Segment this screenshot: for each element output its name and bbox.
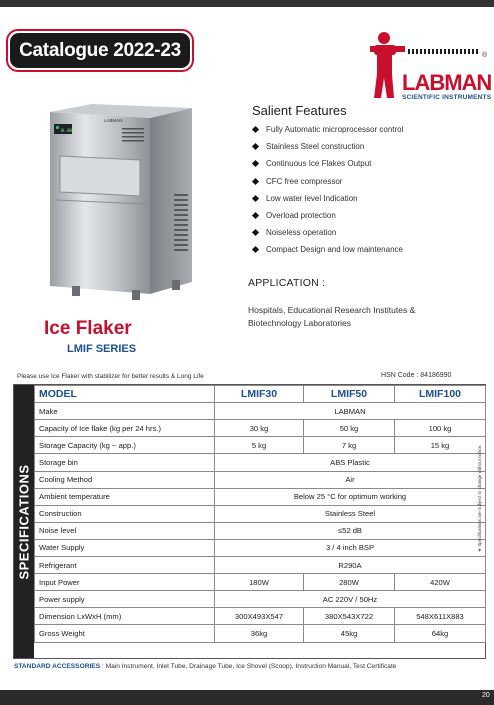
bullet-icon xyxy=(252,160,259,167)
bullet-icon xyxy=(252,246,259,253)
product-title: Ice Flaker xyxy=(44,318,132,339)
row-label: Input Power xyxy=(35,574,215,591)
table-header-row xyxy=(35,386,486,403)
table-row xyxy=(35,505,486,522)
row-value: 100 kg xyxy=(395,420,486,437)
model-column: LMIF30 xyxy=(215,386,304,403)
spec-change-note: ★ Specifications are subject to change without notice. xyxy=(477,444,482,552)
stabilizer-note: Please use Ice Flaker with stabilizer for better results & Long Life xyxy=(17,373,204,380)
catalogue-label: Catalogue 2022-23 xyxy=(10,33,190,68)
row-value: 15 kg xyxy=(395,437,486,454)
feature-item: Compact Design and low maintenance xyxy=(252,244,403,261)
row-value: 300X493X547 xyxy=(215,608,304,625)
registered-mark: ® xyxy=(482,52,488,59)
page-number: 20 xyxy=(482,692,490,699)
bullet-icon xyxy=(252,195,259,202)
standard-accessories-text: : Main Instrument, Inlet Tube, Drainage Tube, Ice Shovel (Scoop), Instruction Manual, Test Certificate xyxy=(100,663,397,670)
row-value: 7 kg xyxy=(304,437,395,454)
row-label: Cooling Method xyxy=(35,471,215,488)
salient-features-heading: Salient Features xyxy=(252,103,347,118)
row-label: Storage Capacity (kg ~ app.) xyxy=(35,437,215,454)
standard-accessories xyxy=(14,663,396,670)
row-value: 50 kg xyxy=(304,420,395,437)
feature-item: Fully Automatic microprocessor control xyxy=(252,124,403,141)
brand-name: LABMAN xyxy=(402,70,492,95)
row-value: R290A xyxy=(215,557,486,574)
row-value: 36kg xyxy=(215,625,304,642)
table-row xyxy=(35,574,486,591)
bullet-icon xyxy=(252,229,259,236)
top-bar xyxy=(0,0,494,7)
bullet-icon xyxy=(252,126,259,133)
row-label: Dimension LxWxH (mm) xyxy=(35,608,215,625)
row-label: Noise level xyxy=(35,522,215,539)
feature-item: Low water level Indication xyxy=(252,193,403,210)
feature-item: Noiseless operation xyxy=(252,227,403,244)
row-value: 5 kg xyxy=(215,437,304,454)
table-row xyxy=(35,403,486,420)
table-row xyxy=(35,437,486,454)
table-row xyxy=(35,557,486,574)
row-value: 180W xyxy=(215,574,304,591)
product-series: LMIF SERIES xyxy=(67,343,137,355)
catalogue-badge xyxy=(6,29,194,72)
row-value: 45kg xyxy=(304,625,395,642)
row-label: Water Supply xyxy=(35,539,215,556)
feature-item: Overload protection xyxy=(252,210,403,227)
row-value: AC 220V / 50Hz xyxy=(215,591,486,608)
row-label: Make xyxy=(35,403,215,420)
display-readout: 0.00 xyxy=(61,128,74,134)
table-row xyxy=(35,454,486,471)
row-value: 380X543X722 xyxy=(304,608,395,625)
application-text: Hospitals, Educational Research Institutes & Biotechnology Laboratories xyxy=(248,305,416,328)
table-row xyxy=(35,608,486,625)
row-value: ABS Plastic xyxy=(215,454,486,471)
row-label: Gross Weight xyxy=(35,625,215,642)
model-column: LMIF50 xyxy=(304,386,395,403)
row-label: Refrigerant xyxy=(35,557,215,574)
row-value: Below 25 °C for optimum working xyxy=(215,488,486,505)
ice-flaker-image xyxy=(42,104,202,304)
bullet-icon xyxy=(252,212,259,219)
bullet-icon xyxy=(252,178,259,185)
row-label: Construction xyxy=(35,505,215,522)
row-value: LABMAN xyxy=(215,403,486,420)
panel-brand: LABMAN xyxy=(104,118,123,123)
bottom-bar xyxy=(0,690,494,705)
table-row xyxy=(35,539,486,556)
table-row xyxy=(35,625,486,642)
row-value: 3 / 4 inch BSP xyxy=(215,539,486,556)
model-header: MODEL xyxy=(35,386,215,403)
feature-item: Continuous Ice Flakes Output xyxy=(252,158,403,175)
standard-accessories-label: STANDARD ACCESSORIES xyxy=(14,663,101,670)
table-row xyxy=(35,420,486,437)
hsn-code: HSN Code : 84186990 xyxy=(381,372,452,379)
row-value: 548X611X883 xyxy=(395,608,486,625)
brand-tagline: SCIENTIFIC INSTRUMENTS xyxy=(402,94,492,101)
row-value: 30 kg xyxy=(215,420,304,437)
row-label: Power supply xyxy=(35,591,215,608)
row-value: ≤52 dB xyxy=(215,522,486,539)
application-heading: APPLICATION : xyxy=(248,277,326,289)
table-row xyxy=(35,471,486,488)
row-value: Air xyxy=(215,471,486,488)
table-row xyxy=(35,591,486,608)
table-row xyxy=(35,522,486,539)
feature-item: Stainless Steel construction xyxy=(252,141,403,158)
model-column: LMIF100 xyxy=(395,386,486,403)
row-value: Stainless Steel xyxy=(215,505,486,522)
table-row xyxy=(35,488,486,505)
row-label: Capacity of Ice flake (kg per 24 hrs.) xyxy=(35,420,215,437)
specifications-side-label: SPECIFICATIONS xyxy=(14,385,34,658)
row-label: Storage bin xyxy=(35,454,215,471)
feature-list xyxy=(252,124,403,262)
row-value: 64kg xyxy=(395,625,486,642)
row-value: 420W xyxy=(395,574,486,591)
bullet-icon xyxy=(252,143,259,150)
specifications-table xyxy=(13,384,486,659)
feature-item: CFC free compressor xyxy=(252,176,403,193)
row-label: Ambient temperature xyxy=(35,488,215,505)
row-value: 280W xyxy=(304,574,395,591)
